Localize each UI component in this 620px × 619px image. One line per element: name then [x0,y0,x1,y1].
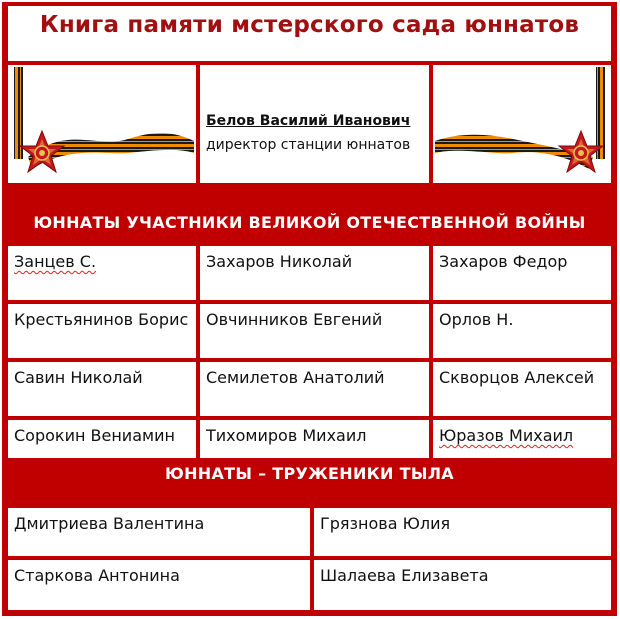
title-cell [8,6,611,61]
veteran-name: Овчинников Евгений [206,310,383,329]
page-title: Книга памяти мстерского сада юннатов [39,12,580,38]
home-front-name: Дмитриева Валентина [14,514,205,533]
list-item [433,246,611,300]
director-role: директор станции юннатов [206,137,411,153]
list-item [8,508,310,556]
list-item [314,560,611,610]
list-item [433,420,611,458]
director-name: Белов Василий Иванович [206,113,411,129]
list-item [433,362,611,416]
veteran-name: Юразов Михаил [439,426,574,445]
st-george-ribbon-icon [8,65,196,183]
list-item [8,420,196,458]
veteran-name: Тихомиров Михаил [206,426,367,445]
veteran-name: Орлов Н. [439,310,514,329]
list-item [8,304,196,358]
home-front-name: Шалаева Елизавета [320,566,489,585]
st-george-ribbon-icon [433,65,611,183]
list-item [200,304,429,358]
director-cell [200,65,429,183]
list-item [200,420,429,458]
veteran-name: Скворцов Алексей [439,368,595,387]
list-item [433,304,611,358]
right-image-cell [433,65,611,183]
list-item [200,362,429,416]
section-heading-home-front: ЮННАТЫ – ТРУЖЕНИКИ ТЫЛА [165,464,454,483]
list-item [8,362,196,416]
list-item [8,246,196,300]
veteran-name: Занцев С. [14,252,97,271]
home-front-name: Грязнова Юлия [320,514,451,533]
veteran-name: Захаров Федор [439,252,568,271]
veteran-name: Захаров Николай [206,252,353,271]
veteran-name: Савин Николай [14,368,143,387]
list-item [8,560,310,610]
list-item [200,246,429,300]
memory-book-table [2,2,617,616]
home-front-name: Старкова Антонина [14,566,180,585]
veteran-name: Семилетов Анатолий [206,368,385,387]
veteran-name: Крестьянинов Борис [14,310,189,329]
list-item [314,508,611,556]
veteran-name: Сорокин Вениамин [14,426,175,445]
left-image-cell [8,65,196,183]
section-heading-veterans: ЮННАТЫ УЧАСТНИКИ ВЕЛИКОЙ ОТЕЧЕСТВЕННОЙ ВОЙНЫ [33,213,586,232]
